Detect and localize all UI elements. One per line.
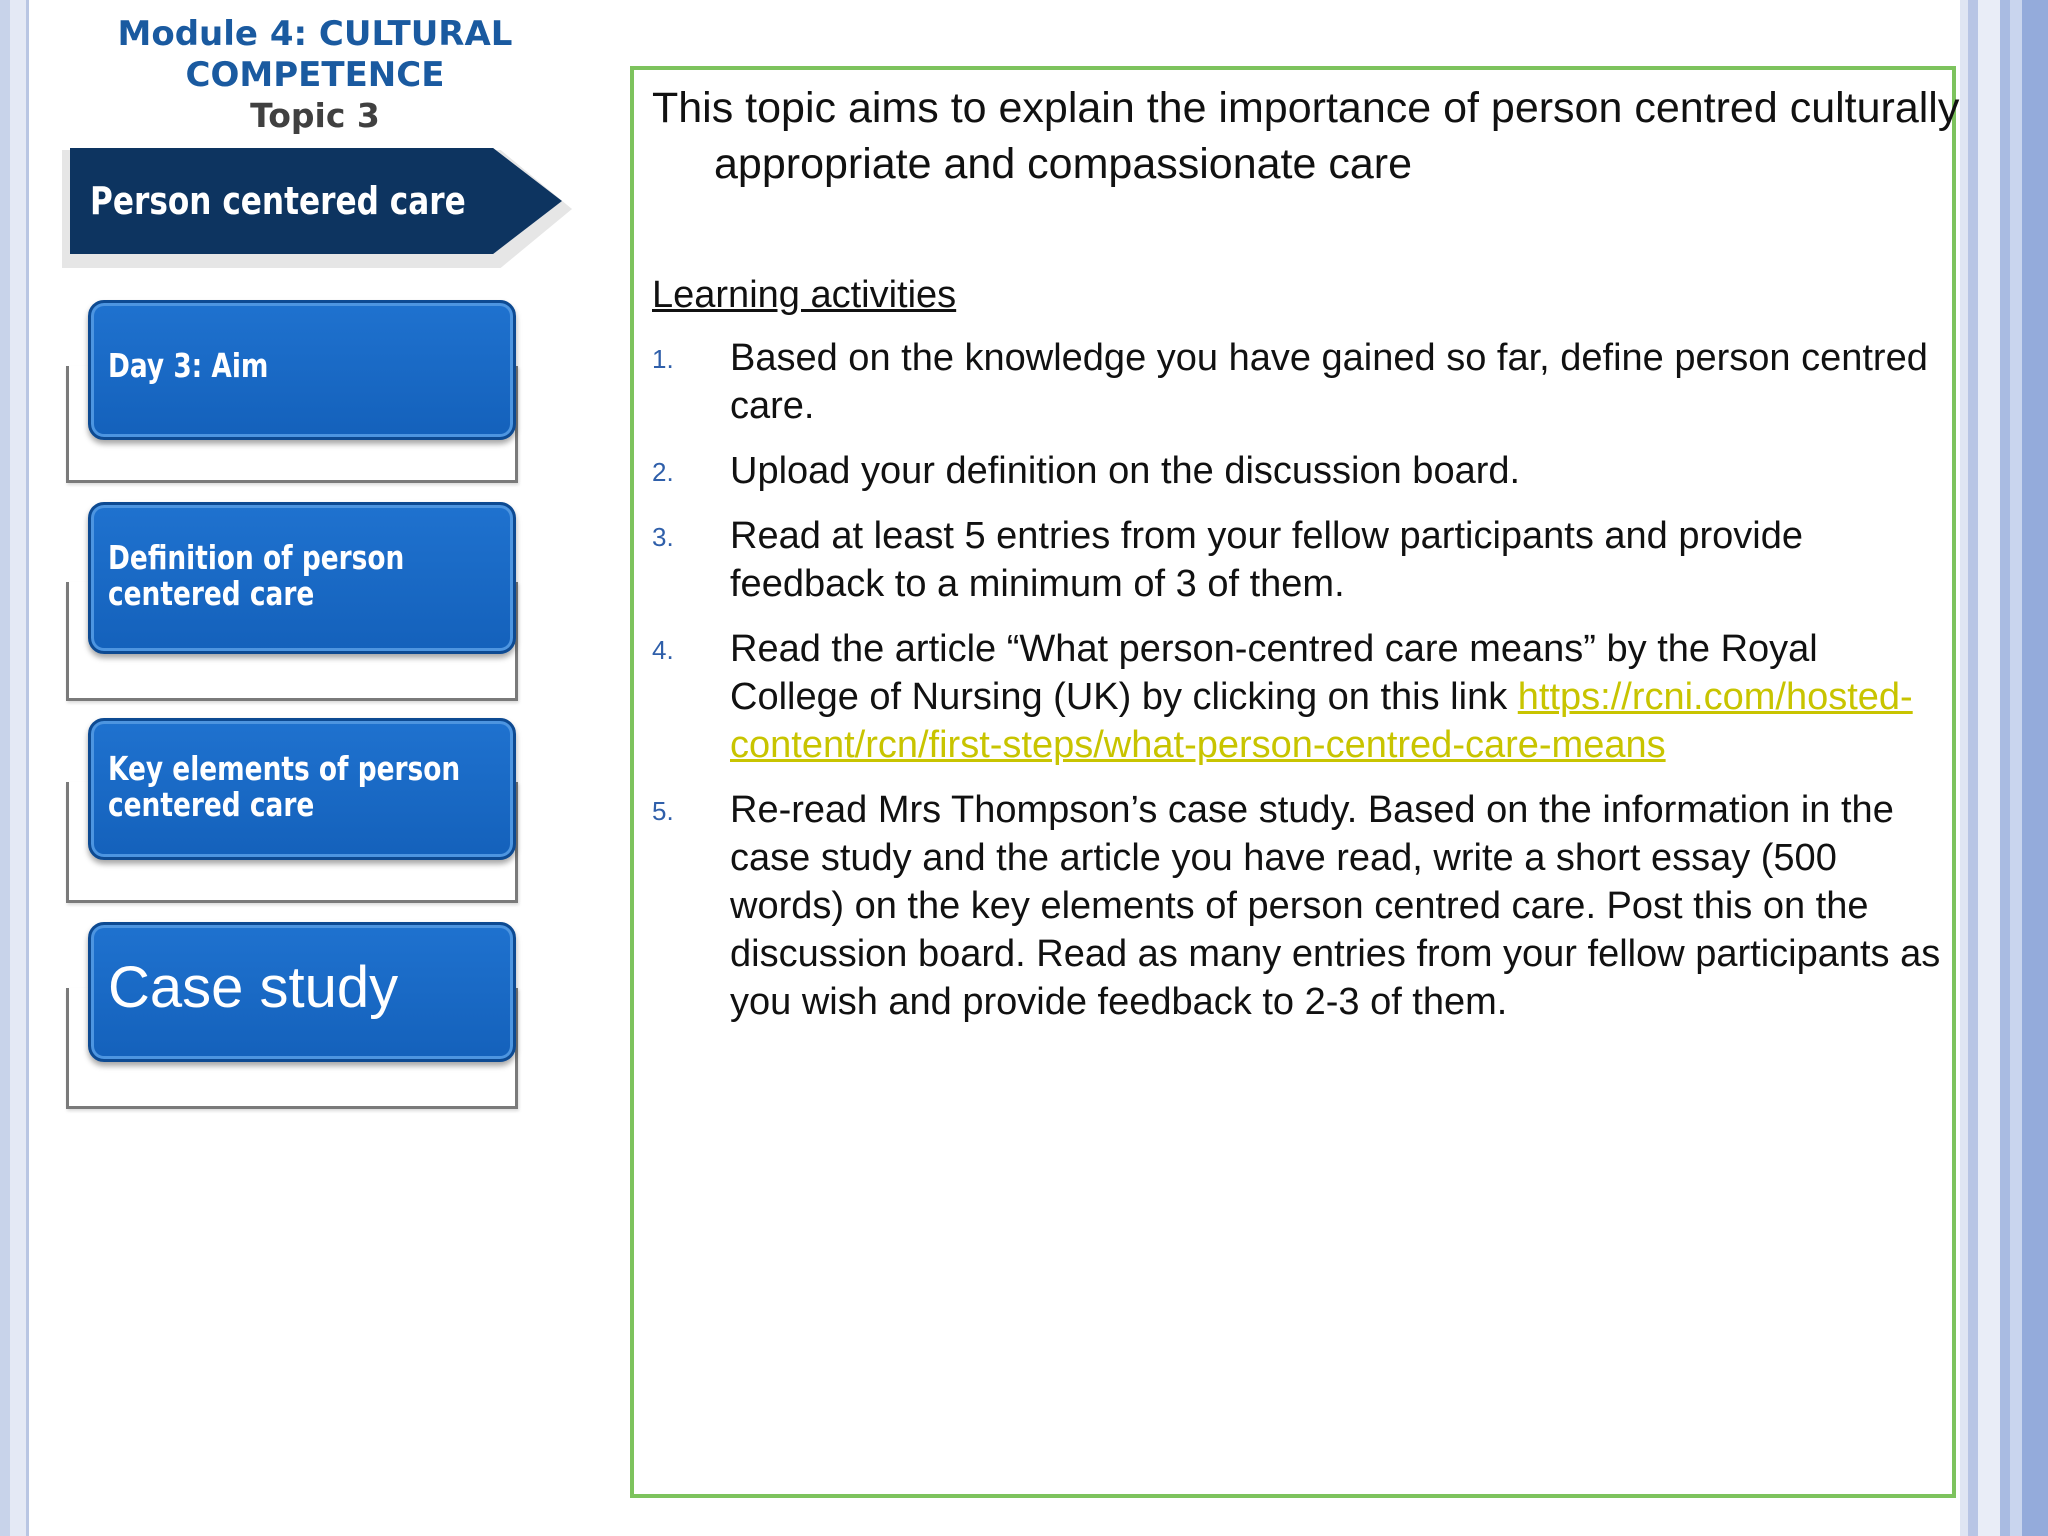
right-border-stripe	[1978, 0, 2000, 1536]
right-border-stripe	[1960, 0, 1968, 1536]
learning-activities-heading: Learning activities	[652, 274, 957, 316]
list-item-number: 2.	[652, 457, 674, 487]
list-item-number: 5.	[652, 796, 674, 826]
list-item-number: 3.	[652, 522, 674, 552]
topic-banner-label: Person centered care	[90, 179, 466, 223]
right-border-stripe	[1968, 0, 1978, 1536]
right-border-stripe	[2022, 0, 2048, 1536]
list-item	[652, 512, 1948, 608]
list-item-text: Based on the knowledge you have gained so far, define person centred care.	[730, 337, 1928, 427]
left-border-stripe	[26, 0, 29, 1536]
list-item	[652, 334, 1948, 430]
step-label-definition-line1: Definition of person	[108, 538, 405, 577]
right-border-stripe	[2000, 0, 2010, 1536]
topic-label: Topic 3	[250, 96, 380, 135]
right-border-stripe	[2010, 0, 2022, 1536]
list-item	[652, 786, 1948, 1026]
list-item-text: Re-read Mrs Thompson’s case study. Based on the information in the case study and the article you have read, write a short essay (500 words) on the key elements of person centred care. Post this on the discussion board. Read as many entries from your fellow participants as you wish and provide feedback to 2-3 of them.	[730, 789, 1941, 1023]
list-item-number: 1.	[652, 344, 674, 374]
list-item	[652, 625, 1948, 769]
list-item-text: Read the article “What person-centred care means” by the Royal College of Nursing (UK) by clicking on this link	[730, 628, 1818, 718]
list-item-number: 4.	[652, 635, 674, 665]
step-label-definition-line2: centered care	[108, 574, 315, 613]
list-item	[652, 447, 1948, 495]
step-label-key-elements-line1: Key elements of person	[108, 749, 461, 788]
module-title: Module 4: CULTURAL COMPETENCE	[117, 14, 513, 95]
step-label-aim: Day 3: Aim	[108, 346, 269, 385]
list-item-text: Read at least 5 entries from your fellow participants and provide feedback to a minimum of 3 of them.	[730, 515, 1803, 605]
left-border-stripe	[0, 0, 10, 1536]
list-item-text: Upload your definition on the discussion board.	[730, 450, 1521, 492]
step-label-case-study: Case study	[108, 955, 399, 1020]
article-link[interactable]: https://rcni.com/hosted-content/rcn/first-steps/what-person-centred-care-means	[730, 676, 1913, 766]
left-border-stripe	[10, 0, 26, 1536]
topic-intro: This topic aims to explain the importance of person centred culturally appropriate and compassionate care	[652, 84, 1960, 188]
activities-list	[652, 334, 1948, 1043]
step-label-key-elements-line2: centered care	[108, 785, 315, 824]
